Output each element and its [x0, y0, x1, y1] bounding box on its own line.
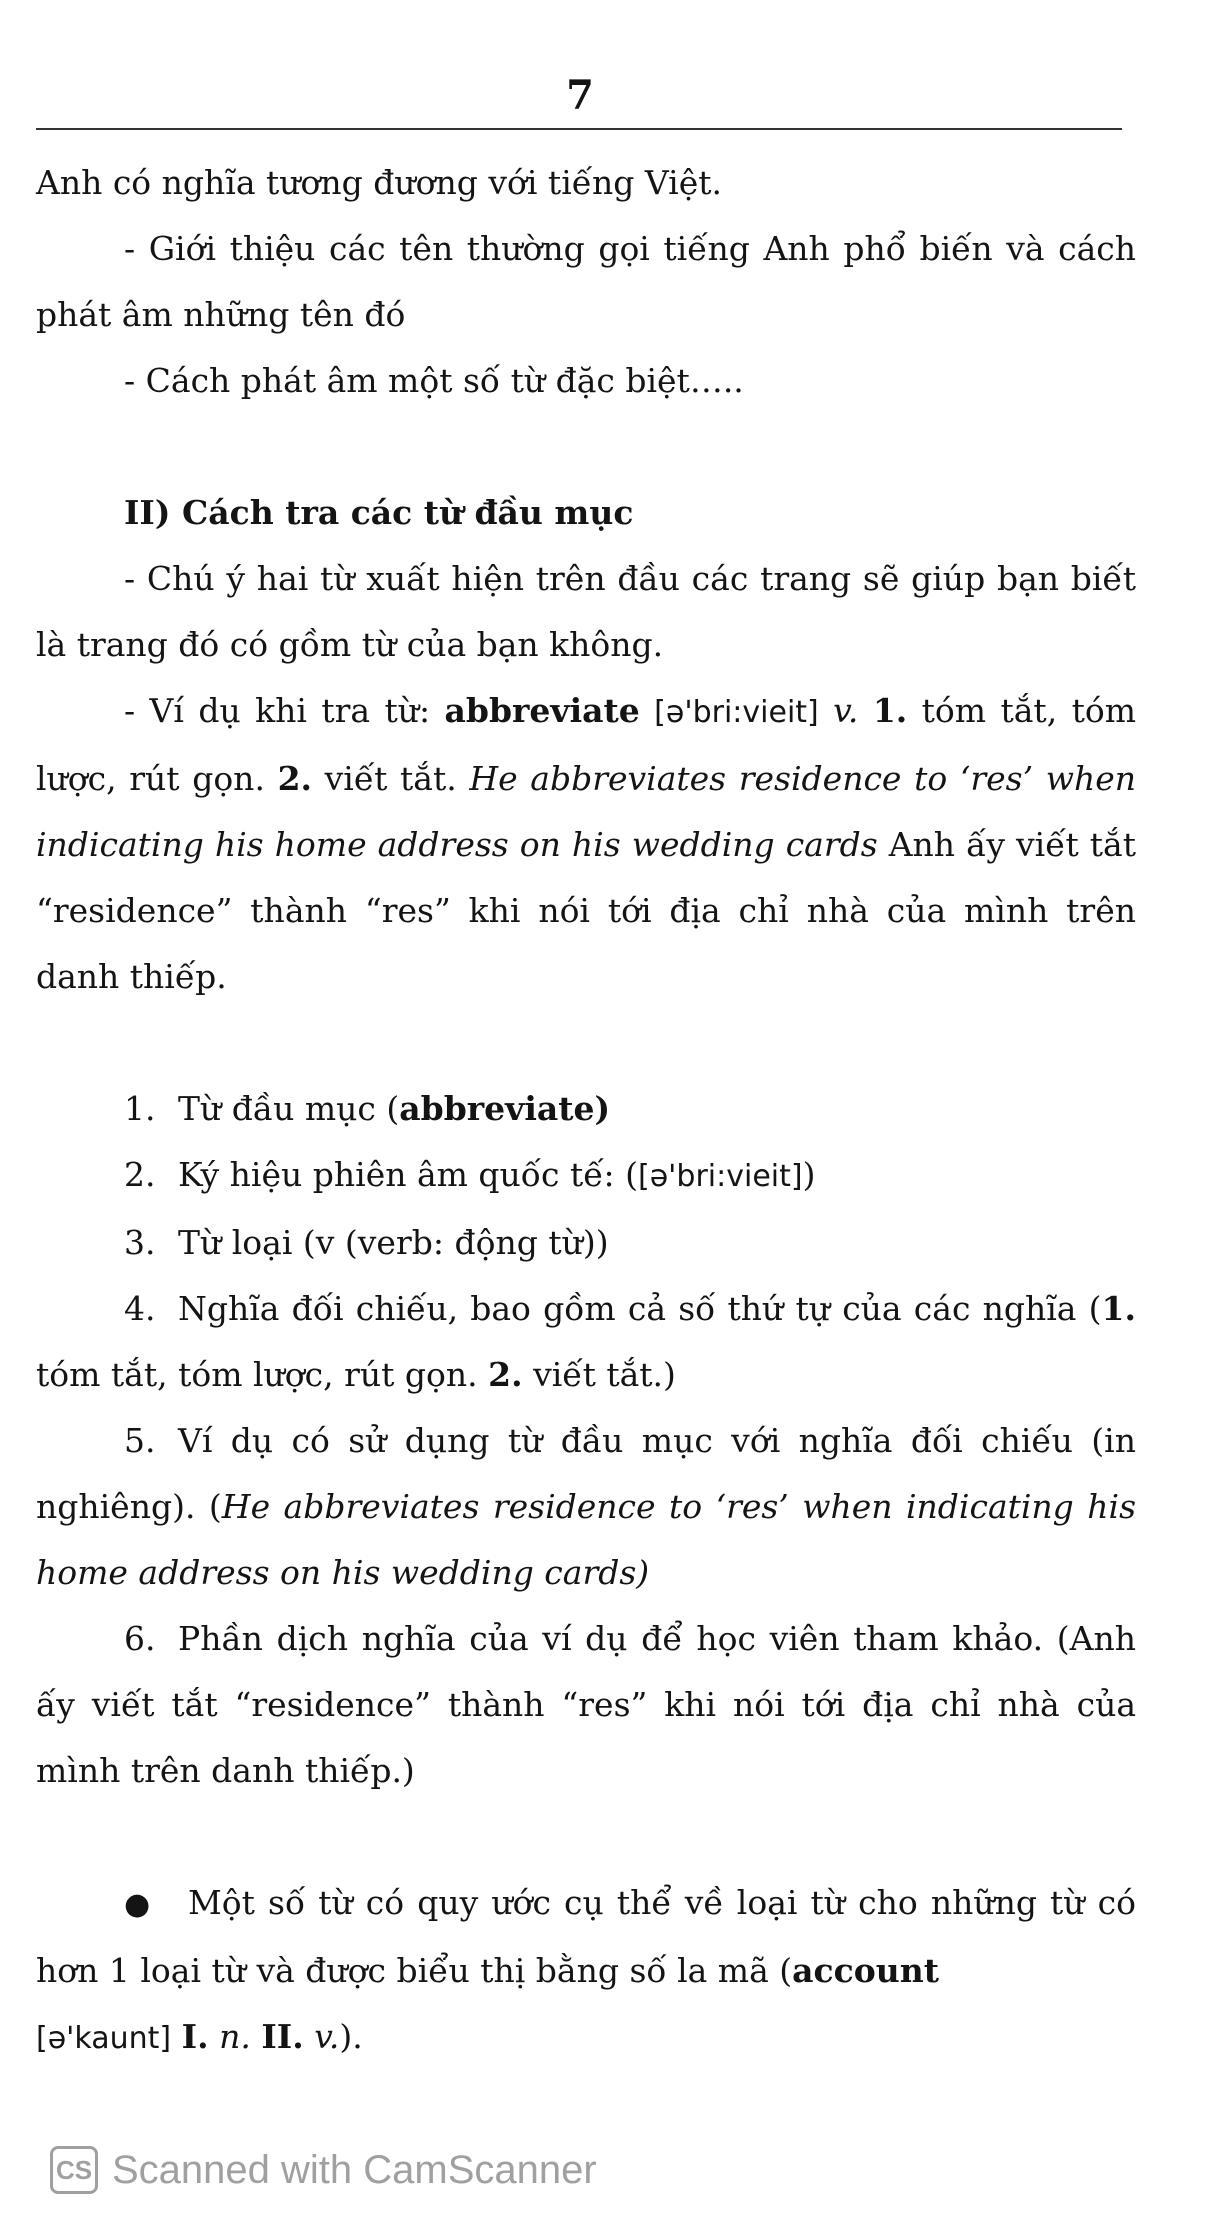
list-number: 4.: [124, 1289, 156, 1328]
section-heading: II) Cách tra các từ đầu mục: [124, 493, 634, 532]
page-content: [36, 150, 1136, 2072]
section-paragraph-example: [36, 678, 1136, 1010]
list-number: 1.: [124, 1089, 156, 1128]
list-text: Phần dịch nghĩa của ví dụ để học viên tham khảo. (Anh ấy viết tắt “residence” thành “res” khi nói tới địa chỉ nhà của mình trên danh thiếp.): [36, 1619, 1136, 1790]
list-bold: 2.: [488, 1355, 523, 1394]
example-sense2: viết tắt.: [312, 759, 470, 798]
list-text: viết tắt.): [522, 1355, 676, 1394]
list-item: [36, 1142, 1136, 1210]
example-sense2-num: 2.: [277, 759, 313, 798]
watermark-text: Scanned with CamScanner: [112, 2147, 597, 2192]
example-sense1: tóm tắt, tóm lược, rút gọn.: [36, 691, 1137, 798]
bullet-item: [36, 1870, 1136, 2072]
list-item: [36, 1606, 1136, 1804]
example-sense1-num: 1.: [872, 691, 908, 730]
list-ipa: [ə'bri:vieit]: [638, 1159, 803, 1194]
example-lead: - Ví dụ khi tra từ:: [124, 691, 445, 730]
list-text: tóm tắt, tóm lược, rút gọn.: [36, 1355, 489, 1394]
bullet-roman-1: I.: [181, 2017, 209, 2056]
example-translation: Anh ấy viết tắt “residence” thành “res” khi nói tới địa chỉ nhà của mình trên danh thiếp.: [36, 825, 1136, 996]
bullet-ipa: [ə'kaunt]: [36, 2021, 172, 2056]
list-text: Từ loại (v (verb: động từ)): [178, 1223, 609, 1262]
camscanner-watermark: [50, 2146, 597, 2194]
list-bold: abbreviate): [399, 1089, 611, 1128]
list-bold: 1.: [1101, 1289, 1136, 1328]
bullet-dot: ●: [124, 1887, 151, 1922]
example-ipa: [ə'bri:vieit]: [654, 695, 819, 730]
spacer: [36, 1010, 1136, 1076]
list-italic: He abbreviates residence to ‘res’ when indicating his home address on his wedding cards): [36, 1487, 1137, 1592]
spacer: [36, 1804, 1136, 1870]
bullet-headword: account: [792, 1951, 939, 1990]
list-number: 3.: [124, 1223, 156, 1262]
section-paragraph-1: - Chú ý hai từ xuất hiện trên đầu các trang sẽ giúp bạn biết là trang đó có gồm từ của bạn không.: [36, 559, 1136, 664]
bullet-pos-1: n.: [219, 2017, 251, 2056]
list-text: Nghĩa đối chiếu, bao gồm cả số thứ tự của các nghĩa (: [178, 1289, 1102, 1328]
list-number: 5.: [124, 1421, 156, 1460]
example-pos: v.: [833, 691, 859, 730]
bullet-roman-2: II.: [261, 2017, 304, 2056]
intro-line-3: - Cách phát âm một số từ đặc biệt…..: [124, 361, 744, 400]
list-item: [36, 1276, 1136, 1408]
example-sentence: He abbreviates residence to ‘res’ when indicating his home address on his wedding cards: [36, 759, 1136, 864]
spacer: [36, 414, 1136, 480]
list-item: [36, 1408, 1136, 1606]
list-item: [36, 1210, 1136, 1276]
bullet-pos-2: v.: [314, 2017, 340, 2056]
intro-line-1: Anh có nghĩa tương đương với tiếng Việt.: [36, 163, 723, 202]
intro-line-2: - Giới thiệu các tên thường gọi tiếng Anh phổ biến và cách phát âm những tên đó: [36, 229, 1136, 334]
bullet-text: Một số từ có quy ước cụ thể về loại từ cho những từ có hơn 1 loại từ và được biểu thị bằng số la mã (: [36, 1883, 1136, 1990]
list-text: Ký hiệu phiên âm quốc tế: (: [178, 1155, 639, 1194]
list-number: 2.: [124, 1155, 156, 1194]
header-rule: [36, 128, 1122, 130]
bullet-tail: ).: [339, 2017, 363, 2056]
list-text: Ví dụ có sử dụng từ đầu mục với nghĩa đối chiếu (in nghiêng). (: [36, 1421, 1136, 1526]
list-item: [36, 1076, 1136, 1142]
list-text: Từ đầu mục (: [178, 1089, 400, 1128]
example-headword: abbreviate: [444, 691, 640, 730]
camscanner-logo-icon: CS: [50, 2146, 98, 2194]
list-tail: ): [802, 1155, 816, 1194]
page-number: 7: [566, 72, 594, 119]
list-number: 6.: [124, 1619, 156, 1658]
